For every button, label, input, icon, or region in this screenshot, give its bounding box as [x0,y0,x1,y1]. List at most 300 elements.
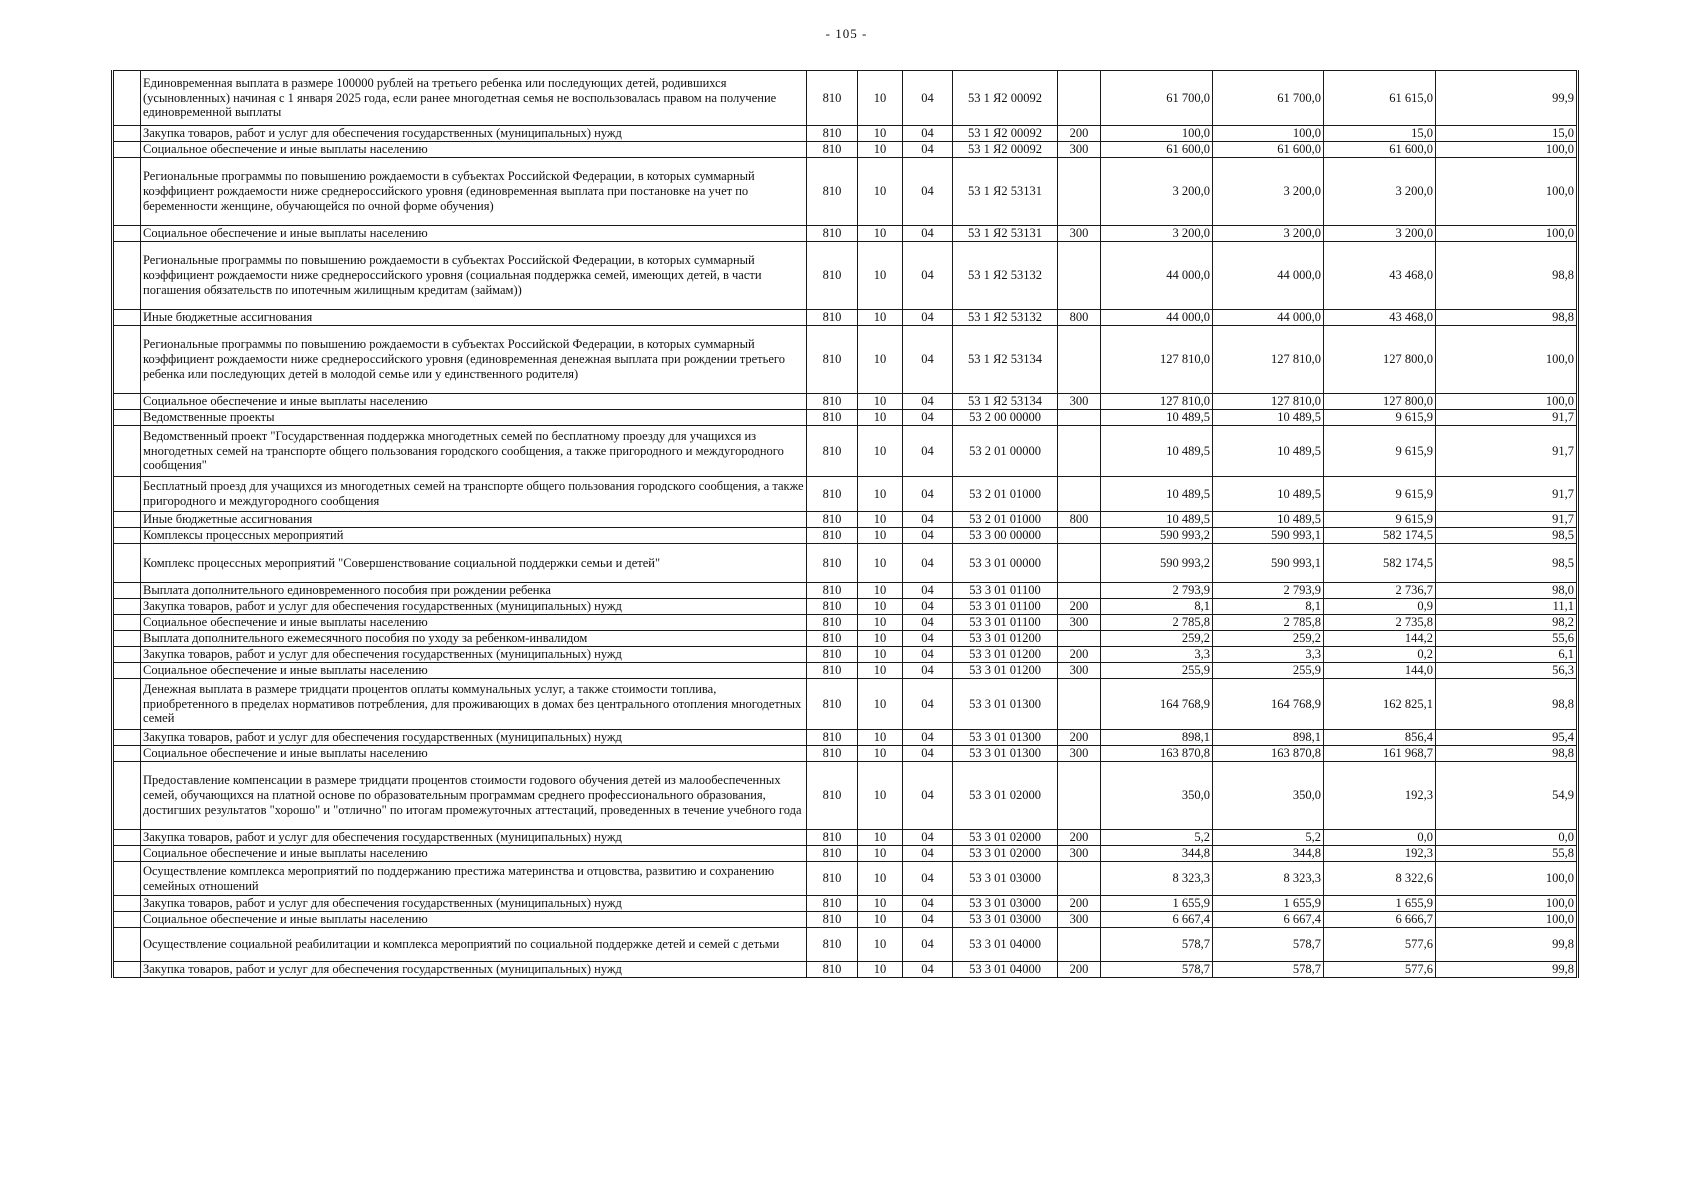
adjusted-amount: 10 489,5 [1213,410,1324,426]
row-margin-cell [113,394,141,410]
ministry-code: 810 [807,830,858,846]
planned-amount: 255,9 [1101,663,1213,679]
planned-amount: 44 000,0 [1101,310,1213,326]
row-margin-cell [113,912,141,928]
row-margin-cell [113,528,141,544]
subsection-code: 04 [903,583,953,599]
actual-amount: 127 800,0 [1324,394,1436,410]
ministry-code: 810 [807,126,858,142]
expense-type-code: 300 [1058,912,1101,928]
section-code: 10 [858,679,903,730]
actual-amount: 856,4 [1324,730,1436,746]
table-row [113,71,1578,126]
table-row [113,679,1578,730]
subsection-code: 04 [903,962,953,978]
ministry-code: 810 [807,663,858,679]
row-name: Осуществление социальной реабилитации и комплекса мероприятий по социальной поддержке детей и семей с детьми [141,928,807,962]
execution-percent: 98,8 [1436,746,1578,762]
row-name: Социальное обеспечение и иные выплаты населению [141,615,807,631]
actual-amount: 2 736,7 [1324,583,1436,599]
planned-amount: 100,0 [1101,126,1213,142]
section-code: 10 [858,528,903,544]
adjusted-amount: 578,7 [1213,928,1324,962]
row-margin-cell [113,679,141,730]
ministry-code: 810 [807,631,858,647]
adjusted-amount: 2 785,8 [1213,615,1324,631]
expense-type-code [1058,528,1101,544]
adjusted-amount: 61 600,0 [1213,142,1324,158]
ministry-code: 810 [807,528,858,544]
execution-percent: 98,8 [1436,310,1578,326]
ministry-code: 810 [807,746,858,762]
planned-amount: 259,2 [1101,631,1213,647]
execution-percent: 100,0 [1436,158,1578,226]
adjusted-amount: 350,0 [1213,762,1324,830]
target-article-code: 53 3 01 01300 [953,730,1058,746]
planned-amount: 350,0 [1101,762,1213,830]
section-code: 10 [858,544,903,583]
target-article-code: 53 1 Я2 53134 [953,394,1058,410]
row-name: Единовременная выплата в размере 100000 рублей на третьего ребенка или последующих детей, родившихся (усыновленных) начиная с 1 января 2025 года, если ранее многодетная семья не воспользовалась правом на получение единовременной выплаты [141,71,807,126]
adjusted-amount: 6 667,4 [1213,912,1324,928]
adjusted-amount: 127 810,0 [1213,394,1324,410]
ministry-code: 810 [807,730,858,746]
ministry-code: 810 [807,912,858,928]
actual-amount: 192,3 [1324,762,1436,830]
target-article-code: 53 1 Я2 53134 [953,326,1058,394]
ministry-code: 810 [807,71,858,126]
execution-percent: 98,8 [1436,242,1578,310]
ministry-code: 810 [807,394,858,410]
target-article-code: 53 3 01 01200 [953,647,1058,663]
row-margin-cell [113,730,141,746]
section-code: 10 [858,226,903,242]
actual-amount: 161 968,7 [1324,746,1436,762]
section-code: 10 [858,410,903,426]
execution-percent: 100,0 [1436,326,1578,394]
target-article-code: 53 1 Я2 00092 [953,142,1058,158]
adjusted-amount: 255,9 [1213,663,1324,679]
section-code: 10 [858,762,903,830]
table-row [113,410,1578,426]
row-margin-cell [113,583,141,599]
row-name: Региональные программы по повышению рождаемости в субъектах Российской Федерации, в которых суммарный коэффициент рождаемости ниже среднероссийского уровня (единовременная выплата при постановке на учет по беременности женщине, обучающейся по очной форме обучения) [141,158,807,226]
ministry-code: 810 [807,962,858,978]
row-name: Денежная выплата в размере тридцати процентов оплаты коммунальных услуг, а также стоимости топлива, приобретенного в пределах нормативов потребления, для проживающих в домах без центрального отопления многодетных семей [141,679,807,730]
expense-type-code: 200 [1058,962,1101,978]
planned-amount: 61 700,0 [1101,71,1213,126]
target-article-code: 53 1 Я2 53131 [953,226,1058,242]
execution-percent: 91,7 [1436,426,1578,477]
planned-amount: 590 993,2 [1101,528,1213,544]
section-code: 10 [858,583,903,599]
subsection-code: 04 [903,912,953,928]
expense-type-code: 300 [1058,746,1101,762]
row-name: Выплата дополнительного единовременного пособия при рождении ребенка [141,583,807,599]
subsection-code: 04 [903,242,953,310]
ministry-code: 810 [807,679,858,730]
adjusted-amount: 163 870,8 [1213,746,1324,762]
row-margin-cell [113,326,141,394]
ministry-code: 810 [807,583,858,599]
ministry-code: 810 [807,512,858,528]
row-name: Региональные программы по повышению рождаемости в субъектах Российской Федерации, в которых суммарный коэффициент рождаемости ниже среднероссийского уровня (единовременная денежная выплата при рождении третьего ребенка или последующих детей в молодой семье или у единственного родителя) [141,326,807,394]
table-row [113,928,1578,962]
row-margin-cell [113,158,141,226]
row-margin-cell [113,631,141,647]
row-name: Социальное обеспечение и иные выплаты населению [141,394,807,410]
section-code: 10 [858,730,903,746]
execution-percent: 99,8 [1436,928,1578,962]
target-article-code: 53 3 01 00000 [953,544,1058,583]
subsection-code: 04 [903,679,953,730]
subsection-code: 04 [903,544,953,583]
target-article-code: 53 3 01 03000 [953,912,1058,928]
target-article-code: 53 3 01 01200 [953,663,1058,679]
expense-type-code [1058,544,1101,583]
planned-amount: 1 655,9 [1101,896,1213,912]
actual-amount: 3 200,0 [1324,226,1436,242]
actual-amount: 6 666,7 [1324,912,1436,928]
row-name: Иные бюджетные ассигнования [141,310,807,326]
planned-amount: 590 993,2 [1101,544,1213,583]
execution-percent: 55,8 [1436,846,1578,862]
section-code: 10 [858,663,903,679]
row-margin-cell [113,846,141,862]
expense-type-code: 300 [1058,394,1101,410]
table-row [113,846,1578,862]
table-row [113,862,1578,896]
adjusted-amount: 100,0 [1213,126,1324,142]
row-name: Закупка товаров, работ и услуг для обеспечения государственных (муниципальных) нужд [141,647,807,663]
table-row [113,310,1578,326]
row-name: Закупка товаров, работ и услуг для обеспечения государственных (муниципальных) нужд [141,730,807,746]
expense-type-code: 800 [1058,310,1101,326]
actual-amount: 0,2 [1324,647,1436,663]
adjusted-amount: 164 768,9 [1213,679,1324,730]
row-margin-cell [113,647,141,663]
section-code: 10 [858,126,903,142]
row-name: Иные бюджетные ассигнования [141,512,807,528]
actual-amount: 8 322,6 [1324,862,1436,896]
subsection-code: 04 [903,426,953,477]
execution-percent: 91,7 [1436,477,1578,512]
ministry-code: 810 [807,326,858,394]
adjusted-amount: 2 793,9 [1213,583,1324,599]
row-name: Региональные программы по повышению рождаемости в субъектах Российской Федерации, в которых суммарный коэффициент рождаемости ниже среднероссийского уровня (социальная поддержка семей, имеющих детей, в части погашения обязательств по ипотечным жилищным кредитам (займам)) [141,242,807,310]
execution-percent: 98,8 [1436,679,1578,730]
expense-type-code: 200 [1058,830,1101,846]
actual-amount: 0,9 [1324,599,1436,615]
row-name: Ведомственные проекты [141,410,807,426]
expense-type-code [1058,71,1101,126]
row-name: Закупка товаров, работ и услуг для обеспечения государственных (муниципальных) нужд [141,896,807,912]
execution-percent: 91,7 [1436,410,1578,426]
execution-percent: 95,4 [1436,730,1578,746]
target-article-code: 53 3 01 01100 [953,583,1058,599]
execution-percent: 56,3 [1436,663,1578,679]
table-row [113,746,1578,762]
execution-percent: 99,8 [1436,962,1578,978]
row-name: Социальное обеспечение и иные выплаты населению [141,846,807,862]
adjusted-amount: 44 000,0 [1213,242,1324,310]
row-name: Предоставление компенсации в размере тридцати процентов стоимости годового обучения детей из малообеспеченных семей, обучающихся на платной основе по образовательным программам среднего профессионального образования, достигших результатов "хорошо" и "отлично" по итогам промежуточных аттестаций, проведенных в течение учебного года [141,762,807,830]
section-code: 10 [858,426,903,477]
execution-percent: 54,9 [1436,762,1578,830]
row-name: Социальное обеспечение и иные выплаты населению [141,142,807,158]
table-row [113,762,1578,830]
actual-amount: 9 615,9 [1324,512,1436,528]
actual-amount: 0,0 [1324,830,1436,846]
ministry-code: 810 [807,647,858,663]
planned-amount: 6 667,4 [1101,912,1213,928]
ministry-code: 810 [807,846,858,862]
table-row [113,126,1578,142]
section-code: 10 [858,310,903,326]
actual-amount: 9 615,9 [1324,477,1436,512]
adjusted-amount: 10 489,5 [1213,426,1324,477]
row-margin-cell [113,599,141,615]
table-row [113,615,1578,631]
planned-amount: 2 793,9 [1101,583,1213,599]
row-margin-cell [113,615,141,631]
adjusted-amount: 10 489,5 [1213,477,1324,512]
expense-type-code: 300 [1058,226,1101,242]
ministry-code: 810 [807,762,858,830]
execution-percent: 100,0 [1436,912,1578,928]
adjusted-amount: 127 810,0 [1213,326,1324,394]
target-article-code: 53 3 01 03000 [953,896,1058,912]
adjusted-amount: 1 655,9 [1213,896,1324,912]
table-row [113,528,1578,544]
row-margin-cell [113,544,141,583]
planned-amount: 10 489,5 [1101,426,1213,477]
planned-amount: 2 785,8 [1101,615,1213,631]
ministry-code: 810 [807,226,858,242]
planned-amount: 3 200,0 [1101,226,1213,242]
row-name: Закупка товаров, работ и услуг для обеспечения государственных (муниципальных) нужд [141,830,807,846]
adjusted-amount: 590 993,1 [1213,528,1324,544]
row-name: Комплекс процессных мероприятий "Совершенствование социальной поддержки семьи и детей" [141,544,807,583]
actual-amount: 61 615,0 [1324,71,1436,126]
planned-amount: 8 323,3 [1101,862,1213,896]
expense-type-code: 300 [1058,663,1101,679]
target-article-code: 53 3 01 03000 [953,862,1058,896]
budget-execution-table [111,70,1579,978]
adjusted-amount: 344,8 [1213,846,1324,862]
adjusted-amount: 8,1 [1213,599,1324,615]
row-margin-cell [113,142,141,158]
table-row [113,326,1578,394]
target-article-code: 53 3 01 01300 [953,679,1058,730]
planned-amount: 8,1 [1101,599,1213,615]
target-article-code: 53 3 01 02000 [953,762,1058,830]
ministry-code: 810 [807,242,858,310]
adjusted-amount: 5,2 [1213,830,1324,846]
table-row [113,631,1578,647]
table-row [113,830,1578,846]
row-name: Социальное обеспечение и иные выплаты населению [141,663,807,679]
target-article-code: 53 1 Я2 00092 [953,126,1058,142]
actual-amount: 192,3 [1324,846,1436,862]
expense-type-code: 200 [1058,126,1101,142]
actual-amount: 127 800,0 [1324,326,1436,394]
expense-type-code [1058,326,1101,394]
expense-type-code: 800 [1058,512,1101,528]
subsection-code: 04 [903,896,953,912]
actual-amount: 15,0 [1324,126,1436,142]
execution-percent: 100,0 [1436,226,1578,242]
section-code: 10 [858,158,903,226]
row-margin-cell [113,762,141,830]
table-row [113,962,1578,978]
row-margin-cell [113,226,141,242]
planned-amount: 127 810,0 [1101,394,1213,410]
ministry-code: 810 [807,862,858,896]
row-name: Осуществление комплекса мероприятий по поддержанию престижа материнства и отцовства, развитию и сохранению семейных отношений [141,862,807,896]
subsection-code: 04 [903,928,953,962]
section-code: 10 [858,746,903,762]
section-code: 10 [858,912,903,928]
actual-amount: 9 615,9 [1324,426,1436,477]
subsection-code: 04 [903,226,953,242]
actual-amount: 61 600,0 [1324,142,1436,158]
actual-amount: 3 200,0 [1324,158,1436,226]
target-article-code: 53 2 00 00000 [953,410,1058,426]
section-code: 10 [858,862,903,896]
row-margin-cell [113,962,141,978]
ministry-code: 810 [807,928,858,962]
actual-amount: 9 615,9 [1324,410,1436,426]
target-article-code: 53 1 Я2 53131 [953,158,1058,226]
table-row [113,242,1578,310]
execution-percent: 100,0 [1436,142,1578,158]
subsection-code: 04 [903,394,953,410]
subsection-code: 04 [903,647,953,663]
execution-percent: 91,7 [1436,512,1578,528]
row-name: Социальное обеспечение и иные выплаты населению [141,746,807,762]
row-name: Социальное обеспечение и иные выплаты населению [141,226,807,242]
ministry-code: 810 [807,410,858,426]
table-row [113,158,1578,226]
table-row [113,730,1578,746]
actual-amount: 162 825,1 [1324,679,1436,730]
adjusted-amount: 3 200,0 [1213,158,1324,226]
ministry-code: 810 [807,142,858,158]
actual-amount: 577,6 [1324,928,1436,962]
execution-percent: 6,1 [1436,647,1578,663]
planned-amount: 578,7 [1101,928,1213,962]
ministry-code: 810 [807,599,858,615]
target-article-code: 53 3 01 01100 [953,615,1058,631]
execution-percent: 55,6 [1436,631,1578,647]
actual-amount: 577,6 [1324,962,1436,978]
planned-amount: 164 768,9 [1101,679,1213,730]
row-name: Закупка товаров, работ и услуг для обеспечения государственных (муниципальных) нужд [141,962,807,978]
row-name: Выплата дополнительного ежемесячного пособия по уходу за ребенком-инвалидом [141,631,807,647]
actual-amount: 582 174,5 [1324,528,1436,544]
expense-type-code [1058,158,1101,226]
table-row [113,226,1578,242]
subsection-code: 04 [903,599,953,615]
ministry-code: 810 [807,544,858,583]
expense-type-code [1058,631,1101,647]
table-row [113,544,1578,583]
expense-type-code: 200 [1058,599,1101,615]
target-article-code: 53 2 01 00000 [953,426,1058,477]
row-margin-cell [113,71,141,126]
row-name: Социальное обеспечение и иные выплаты населению [141,912,807,928]
section-code: 10 [858,846,903,862]
target-article-code: 53 3 01 01300 [953,746,1058,762]
execution-percent: 0,0 [1436,830,1578,846]
table-row [113,426,1578,477]
adjusted-amount: 3,3 [1213,647,1324,663]
adjusted-amount: 3 200,0 [1213,226,1324,242]
expense-type-code [1058,583,1101,599]
section-code: 10 [858,896,903,912]
target-article-code: 53 3 01 02000 [953,830,1058,846]
execution-percent: 15,0 [1436,126,1578,142]
subsection-code: 04 [903,846,953,862]
actual-amount: 43 468,0 [1324,310,1436,326]
planned-amount: 3 200,0 [1101,158,1213,226]
subsection-code: 04 [903,615,953,631]
planned-amount: 163 870,8 [1101,746,1213,762]
section-code: 10 [858,326,903,394]
section-code: 10 [858,631,903,647]
planned-amount: 3,3 [1101,647,1213,663]
adjusted-amount: 578,7 [1213,962,1324,978]
planned-amount: 10 489,5 [1101,410,1213,426]
adjusted-amount: 44 000,0 [1213,310,1324,326]
table-row [113,583,1578,599]
planned-amount: 578,7 [1101,962,1213,978]
row-name: Бесплатный проезд для учащихся из многодетных семей на транспорте общего пользования городского сообщения, а также пригородного и междугородного сообщения [141,477,807,512]
adjusted-amount: 898,1 [1213,730,1324,746]
subsection-code: 04 [903,310,953,326]
ministry-code: 810 [807,477,858,512]
row-margin-cell [113,830,141,846]
target-article-code: 53 2 01 01000 [953,477,1058,512]
ministry-code: 810 [807,158,858,226]
execution-percent: 98,5 [1436,544,1578,583]
planned-amount: 344,8 [1101,846,1213,862]
subsection-code: 04 [903,326,953,394]
row-margin-cell [113,242,141,310]
section-code: 10 [858,647,903,663]
expense-type-code [1058,679,1101,730]
subsection-code: 04 [903,730,953,746]
actual-amount: 144,0 [1324,663,1436,679]
expense-type-code [1058,762,1101,830]
row-name: Закупка товаров, работ и услуг для обеспечения государственных (муниципальных) нужд [141,126,807,142]
planned-amount: 127 810,0 [1101,326,1213,394]
row-margin-cell [113,928,141,962]
section-code: 10 [858,394,903,410]
actual-amount: 1 655,9 [1324,896,1436,912]
section-code: 10 [858,142,903,158]
subsection-code: 04 [903,142,953,158]
target-article-code: 53 3 01 01200 [953,631,1058,647]
planned-amount: 898,1 [1101,730,1213,746]
expense-type-code: 300 [1058,615,1101,631]
row-name: Комплексы процессных мероприятий [141,528,807,544]
expense-type-code: 200 [1058,896,1101,912]
row-margin-cell [113,410,141,426]
target-article-code: 53 1 Я2 00092 [953,71,1058,126]
section-code: 10 [858,928,903,962]
